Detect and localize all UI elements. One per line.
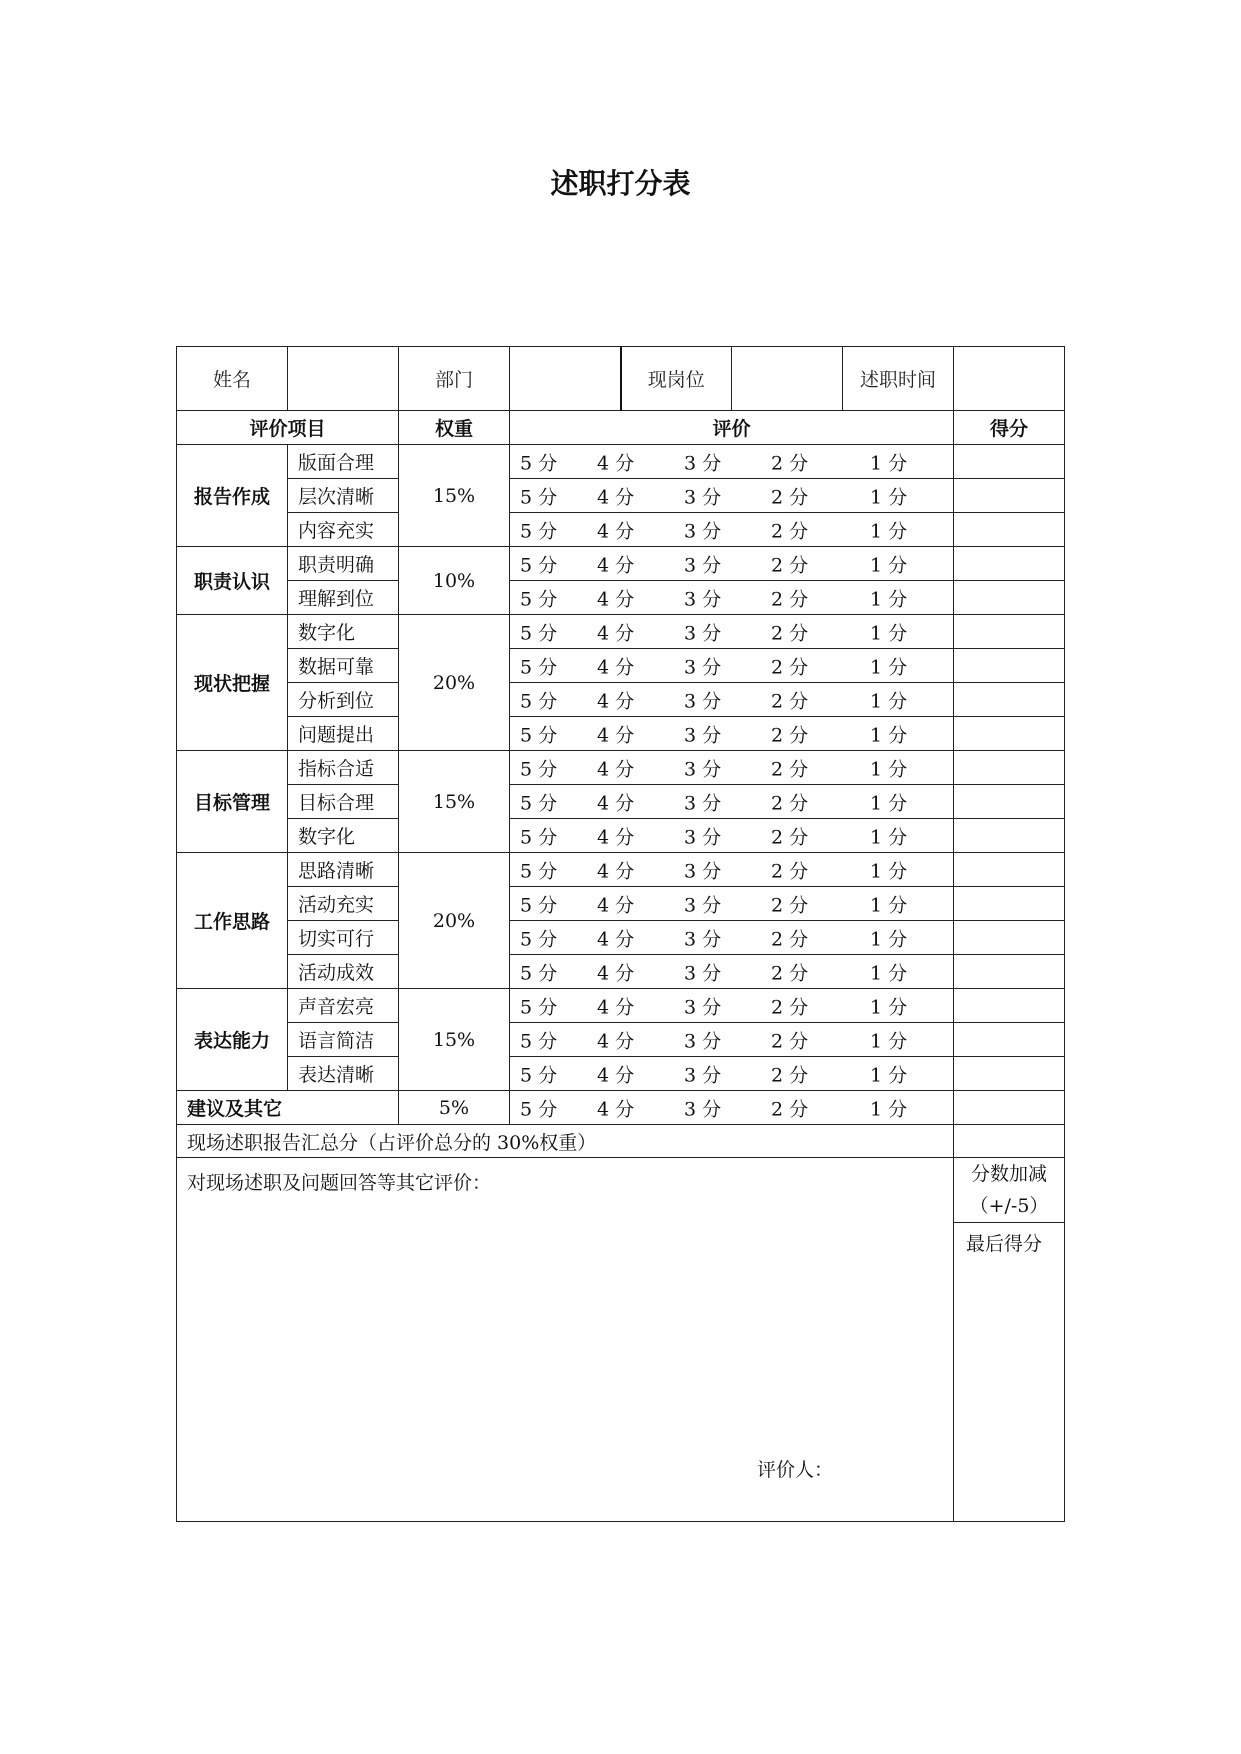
score-option[interactable]: 2 分	[771, 452, 809, 474]
time-field[interactable]	[954, 347, 1065, 411]
score-option[interactable]: 1 分	[870, 486, 908, 508]
score-field[interactable]	[954, 819, 1065, 853]
category-name: 报告作成	[177, 445, 288, 547]
score-option[interactable]: 2 分	[771, 690, 809, 712]
score-option[interactable]: 5 分	[520, 1030, 558, 1052]
score-option[interactable]: 1 分	[870, 1064, 908, 1086]
score-option[interactable]: 3 分	[684, 588, 722, 610]
category-name: 工作思路	[177, 853, 288, 989]
score-option[interactable]: 5 分	[520, 928, 558, 950]
score-option[interactable]: 1 分	[870, 690, 908, 712]
category-name: 职责认识	[177, 547, 288, 615]
score-option[interactable]: 5 分	[520, 656, 558, 678]
scoring-table	[176, 346, 1065, 1522]
score-option[interactable]: 3 分	[684, 452, 722, 474]
table-row	[177, 615, 1065, 649]
score-option[interactable]: 1 分	[870, 452, 908, 474]
criterion-item: 问题提出	[288, 717, 399, 751]
criterion-item: 理解到位	[288, 581, 399, 615]
score-option[interactable]: 1 分	[870, 554, 908, 576]
table-row	[177, 1057, 1065, 1091]
score-option[interactable]: 4 分	[597, 622, 635, 644]
score-options[interactable]	[510, 887, 954, 921]
score-option[interactable]: 3 分	[684, 690, 722, 712]
score-option[interactable]: 4 分	[597, 792, 635, 814]
other-name: 建议及其它	[177, 1091, 399, 1125]
col-evaluation: 评价	[510, 411, 954, 445]
score-options[interactable]	[510, 513, 954, 547]
table-row	[177, 921, 1065, 955]
score-option[interactable]: 5 分	[520, 588, 558, 610]
name-label: 姓名	[177, 347, 288, 411]
adjust-cell[interactable]	[954, 1158, 1065, 1223]
final-score-cell[interactable]	[954, 1223, 1065, 1522]
table-row	[177, 955, 1065, 989]
score-option[interactable]: 4 分	[597, 1030, 635, 1052]
position-field[interactable]	[732, 347, 843, 411]
summary-row	[177, 1125, 1065, 1158]
col-weight: 权重	[399, 411, 510, 445]
score-option[interactable]: 2 分	[771, 792, 809, 814]
score-field[interactable]	[954, 853, 1065, 887]
score-field[interactable]	[954, 479, 1065, 513]
score-option[interactable]: 3 分	[684, 894, 722, 916]
category-weight: 15%	[399, 989, 510, 1091]
score-option[interactable]: 3 分	[684, 758, 722, 780]
score-options[interactable]	[510, 683, 954, 717]
score-options[interactable]	[510, 785, 954, 819]
table-row	[177, 887, 1065, 921]
score-option[interactable]: 3 分	[684, 622, 722, 644]
name-field[interactable]	[288, 347, 399, 411]
criterion-item: 分析到位	[288, 683, 399, 717]
table-row	[177, 989, 1065, 1023]
score-field[interactable]	[954, 581, 1065, 615]
criterion-item: 思路清晰	[288, 853, 399, 887]
score-option[interactable]: 3 分	[684, 520, 722, 542]
score-option[interactable]: 4 分	[597, 1098, 635, 1120]
score-options[interactable]	[510, 581, 954, 615]
score-option[interactable]: 5 分	[520, 724, 558, 746]
score-option[interactable]: 3 分	[684, 1064, 722, 1086]
criterion-item: 声音宏亮	[288, 989, 399, 1023]
table-row	[177, 445, 1065, 479]
score-option[interactable]: 3 分	[684, 996, 722, 1018]
score-option[interactable]: 4 分	[597, 860, 635, 882]
criterion-item: 语言简洁	[288, 1023, 399, 1057]
score-option[interactable]: 4 分	[597, 826, 635, 848]
score-options[interactable]	[510, 921, 954, 955]
score-option[interactable]: 4 分	[597, 758, 635, 780]
score-options[interactable]	[510, 615, 954, 649]
category-name: 表达能力	[177, 989, 288, 1091]
score-option[interactable]: 1 分	[870, 520, 908, 542]
score-option[interactable]: 4 分	[597, 962, 635, 984]
score-options[interactable]	[510, 819, 954, 853]
score-option[interactable]: 2 分	[771, 826, 809, 848]
score-option[interactable]: 2 分	[771, 1064, 809, 1086]
score-option[interactable]: 3 分	[684, 792, 722, 814]
score-option[interactable]: 4 分	[597, 1064, 635, 1086]
category-weight: 15%	[399, 751, 510, 853]
score-option[interactable]: 5 分	[520, 622, 558, 644]
score-option[interactable]: 2 分	[771, 996, 809, 1018]
score-options[interactable]	[510, 955, 954, 989]
table-row	[177, 547, 1065, 581]
comment-area[interactable]	[177, 1158, 954, 1522]
score-field[interactable]	[954, 615, 1065, 649]
score-option[interactable]: 5 分	[520, 1064, 558, 1086]
table-row	[177, 785, 1065, 819]
score-options[interactable]	[510, 649, 954, 683]
score-option[interactable]: 5 分	[520, 758, 558, 780]
criterion-item: 数据可靠	[288, 649, 399, 683]
criterion-item: 职责明确	[288, 547, 399, 581]
score-option[interactable]: 3 分	[684, 928, 722, 950]
category-weight: 20%	[399, 853, 510, 989]
score-options[interactable]	[510, 751, 954, 785]
score-option[interactable]: 2 分	[771, 1030, 809, 1052]
table-row	[177, 751, 1065, 785]
other-weight: 5%	[399, 1091, 510, 1125]
criterion-item: 活动成效	[288, 955, 399, 989]
table-row	[177, 513, 1065, 547]
score-option[interactable]: 5 分	[520, 996, 558, 1018]
score-option[interactable]: 1 分	[870, 996, 908, 1018]
table-row	[177, 717, 1065, 751]
criterion-item: 数字化	[288, 615, 399, 649]
score-option[interactable]: 2 分	[771, 724, 809, 746]
score-option[interactable]: 1 分	[870, 1098, 908, 1120]
score-option[interactable]: 4 分	[597, 928, 635, 950]
comment-row	[177, 1158, 1065, 1223]
score-option[interactable]: 2 分	[771, 860, 809, 882]
score-options[interactable]	[510, 989, 954, 1023]
score-option[interactable]: 3 分	[684, 554, 722, 576]
score-field[interactable]	[954, 887, 1065, 921]
dept-field[interactable]	[510, 347, 621, 411]
criterion-item: 数字化	[288, 819, 399, 853]
score-field[interactable]	[954, 649, 1065, 683]
table-row	[177, 683, 1065, 717]
score-field[interactable]	[954, 445, 1065, 479]
column-header-row	[177, 411, 1065, 445]
score-option[interactable]: 4 分	[597, 588, 635, 610]
score-option[interactable]: 3 分	[684, 486, 722, 508]
score-option[interactable]: 2 分	[771, 588, 809, 610]
score-option[interactable]: 2 分	[771, 486, 809, 508]
score-option[interactable]: 4 分	[597, 486, 635, 508]
score-option[interactable]: 1 分	[870, 588, 908, 610]
score-option[interactable]: 4 分	[597, 554, 635, 576]
criterion-item: 层次清晰	[288, 479, 399, 513]
score-option[interactable]: 3 分	[684, 1030, 722, 1052]
score-option[interactable]: 4 分	[597, 894, 635, 916]
score-option[interactable]: 1 分	[870, 826, 908, 848]
score-options[interactable]	[510, 853, 954, 887]
adjust-label: 分数加减	[970, 1163, 1047, 1185]
table-row	[177, 1023, 1065, 1057]
score-options[interactable]	[510, 1023, 954, 1057]
summary-score-field[interactable]	[954, 1125, 1065, 1158]
score-option[interactable]: 3 分	[684, 962, 722, 984]
evaluator-label: 评价人：	[757, 1459, 834, 1481]
col-score: 得分	[954, 411, 1065, 445]
score-option[interactable]: 4 分	[597, 452, 635, 474]
category-weight: 10%	[399, 547, 510, 615]
criterion-item: 指标合适	[288, 751, 399, 785]
score-option[interactable]: 4 分	[597, 690, 635, 712]
score-option[interactable]: 3 分	[684, 724, 722, 746]
criterion-item: 版面合理	[288, 445, 399, 479]
score-field[interactable]	[954, 513, 1065, 547]
criterion-item: 目标合理	[288, 785, 399, 819]
score-option[interactable]: 5 分	[520, 690, 558, 712]
time-label: 述职时间	[843, 347, 954, 411]
score-option[interactable]: 5 分	[520, 826, 558, 848]
score-option[interactable]: 5 分	[520, 554, 558, 576]
table-row	[177, 479, 1065, 513]
final-score-label: 最后得分	[966, 1233, 1043, 1255]
category-name: 目标管理	[177, 751, 288, 853]
score-option[interactable]: 2 分	[771, 962, 809, 984]
score-option[interactable]: 2 分	[771, 554, 809, 576]
table-row	[177, 581, 1065, 615]
score-option[interactable]: 5 分	[520, 1098, 558, 1120]
score-option[interactable]: 2 分	[771, 894, 809, 916]
score-options[interactable]	[510, 445, 954, 479]
position-label: 现岗位	[621, 347, 732, 411]
score-field[interactable]	[954, 955, 1065, 989]
score-option[interactable]: 1 分	[870, 792, 908, 814]
score-option[interactable]: 1 分	[870, 860, 908, 882]
score-options[interactable]	[510, 717, 954, 751]
col-item: 评价项目	[177, 411, 399, 445]
score-field[interactable]	[954, 989, 1065, 1023]
score-field[interactable]	[954, 751, 1065, 785]
score-option[interactable]: 1 分	[870, 724, 908, 746]
criterion-item: 活动充实	[288, 887, 399, 921]
comment-label: 对现场述职及问题回答等其它评价：	[187, 1172, 492, 1194]
criterion-item: 内容充实	[288, 513, 399, 547]
score-options[interactable]	[510, 1057, 954, 1091]
score-option[interactable]: 1 分	[870, 758, 908, 780]
score-option[interactable]: 3 分	[684, 826, 722, 848]
score-option[interactable]: 2 分	[771, 520, 809, 542]
score-options[interactable]	[510, 479, 954, 513]
score-field[interactable]	[954, 1057, 1065, 1091]
score-option[interactable]: 4 分	[597, 724, 635, 746]
score-field[interactable]	[954, 1091, 1065, 1125]
table-row	[177, 853, 1065, 887]
score-option[interactable]: 4 分	[597, 996, 635, 1018]
score-option[interactable]: 2 分	[771, 758, 809, 780]
score-field[interactable]	[954, 921, 1065, 955]
score-field[interactable]	[954, 683, 1065, 717]
score-option[interactable]: 4 分	[597, 656, 635, 678]
score-option[interactable]: 2 分	[771, 928, 809, 950]
dept-label: 部门	[399, 347, 510, 411]
score-option[interactable]: 5 分	[520, 520, 558, 542]
score-option[interactable]: 5 分	[520, 792, 558, 814]
category-weight: 20%	[399, 615, 510, 751]
score-option[interactable]: 5 分	[520, 860, 558, 882]
score-option[interactable]: 2 分	[771, 656, 809, 678]
summary-label: 现场述职报告汇总分（占评价总分的 30%权重）	[177, 1125, 954, 1158]
score-option[interactable]: 5 分	[520, 894, 558, 916]
score-option[interactable]: 2 分	[771, 1098, 809, 1120]
score-option[interactable]: 3 分	[684, 860, 722, 882]
criterion-item: 切实可行	[288, 921, 399, 955]
score-option[interactable]: 1 分	[870, 894, 908, 916]
table-row	[177, 819, 1065, 853]
score-option[interactable]: 4 分	[597, 520, 635, 542]
adjust-range: （+/-5）	[969, 1195, 1049, 1217]
score-field[interactable]	[954, 717, 1065, 751]
score-options[interactable]	[510, 547, 954, 581]
score-field[interactable]	[954, 785, 1065, 819]
score-field[interactable]	[954, 1023, 1065, 1057]
score-option[interactable]: 1 分	[870, 1030, 908, 1052]
category-weight: 15%	[399, 445, 510, 547]
page-title: 述职打分表	[550, 167, 691, 200]
score-option[interactable]: 1 分	[870, 656, 908, 678]
score-option[interactable]: 2 分	[771, 622, 809, 644]
table-row	[177, 649, 1065, 683]
score-options[interactable]	[510, 1091, 954, 1125]
score-option[interactable]: 1 分	[870, 622, 908, 644]
score-option[interactable]: 1 分	[870, 928, 908, 950]
table-row-other	[177, 1091, 1065, 1125]
info-row	[177, 347, 1065, 411]
score-option[interactable]: 5 分	[520, 962, 558, 984]
score-option[interactable]: 5 分	[520, 452, 558, 474]
score-option[interactable]: 3 分	[684, 656, 722, 678]
score-field[interactable]	[954, 547, 1065, 581]
score-option[interactable]: 1 分	[870, 962, 908, 984]
score-option[interactable]: 3 分	[684, 1098, 722, 1120]
score-option[interactable]: 5 分	[520, 486, 558, 508]
category-name: 现状把握	[177, 615, 288, 751]
criterion-item: 表达清晰	[288, 1057, 399, 1091]
